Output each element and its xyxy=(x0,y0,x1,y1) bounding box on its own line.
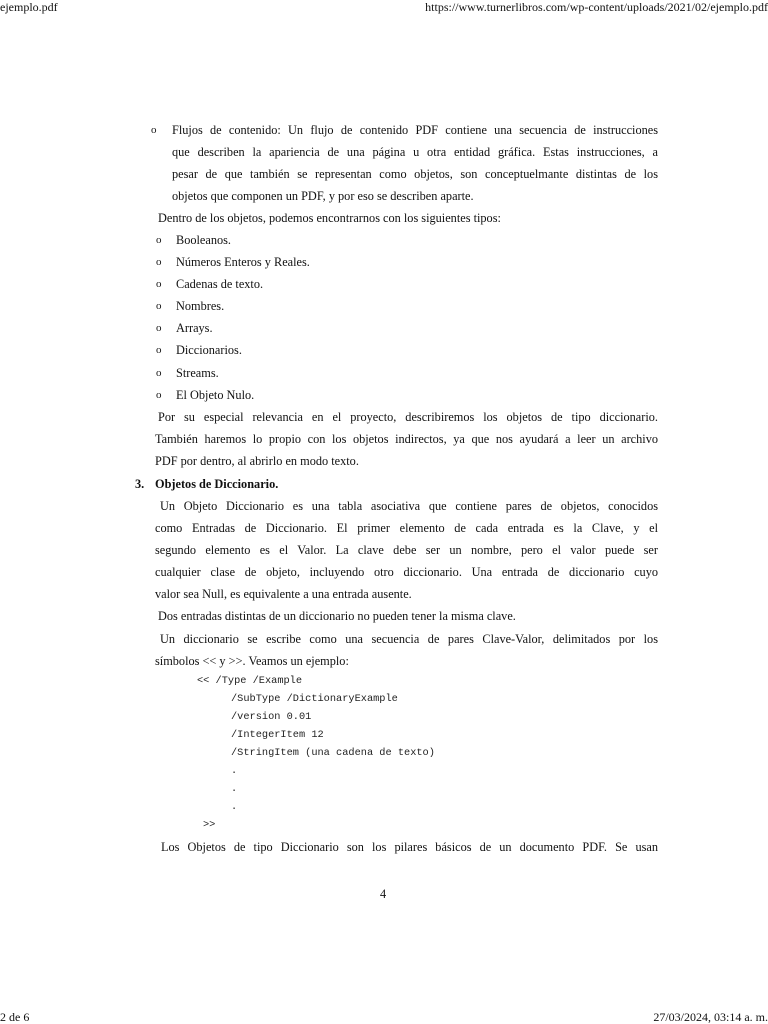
bullet-marker: o xyxy=(156,300,162,312)
page-number: 4 xyxy=(380,887,387,901)
relevance-line: Por su especial relevancia en el proyecto, describiremos los objetos de tipo diccionario. xyxy=(158,410,658,424)
type-list-item: Streams. xyxy=(176,366,219,380)
code-line: >> xyxy=(203,819,216,831)
bullet-marker: o xyxy=(151,124,157,136)
type-list-item: Diccionarios. xyxy=(176,343,242,357)
type-list-item: Nombres. xyxy=(176,299,225,313)
relevance-line: También haremos lo propio con los objetos indirectos, ya que nos ayudará a leer un archivo xyxy=(155,432,658,446)
types-intro: Dentro de los objetos, podemos encontrarnos con los siguientes tipos: xyxy=(158,211,501,225)
flujos-line: objetos que componen un PDF, y por eso se describen aparte. xyxy=(172,189,474,203)
bullet-marker: o xyxy=(156,344,162,356)
syntax-line: símbolos << y >>. Veamos un ejemplo: xyxy=(155,654,349,668)
code-line: /StringItem (una cadena de texto) xyxy=(231,747,435,759)
bullet-marker: o xyxy=(156,278,162,290)
print-datetime: 27/03/2024, 03:14 a. m. xyxy=(653,1010,768,1024)
dict-line: como Entradas de Diccionario. El primer elemento de cada entrada es la Clave, y el xyxy=(155,521,658,535)
type-list-item: Booleanos. xyxy=(176,233,231,247)
code-line: . xyxy=(231,801,238,813)
dict-line: valor sea Null, es equivalente a una entrada ausente. xyxy=(155,587,412,601)
type-list-item: Números Enteros y Reales. xyxy=(176,255,310,269)
code-line: . xyxy=(231,765,238,777)
type-list-item: Arrays. xyxy=(176,321,213,335)
keys-para: Dos entradas distintas de un diccionario no pueden tener la misma clave. xyxy=(158,609,516,623)
flujos-line: pesar de que también se representan como objetos, son conceptuelmante distintas de los xyxy=(172,167,658,181)
code-line: . xyxy=(231,783,238,795)
document-filename: ejemplo.pdf xyxy=(0,0,58,14)
code-line: /IntegerItem 12 xyxy=(231,729,324,741)
closing-line: Los Objetos de tipo Diccionario son los pilares básicos de un documento PDF. Se usan xyxy=(161,840,658,854)
bullet-marker: o xyxy=(156,256,162,268)
code-line: << /Type /Example xyxy=(197,675,303,687)
page-count: 2 de 6 xyxy=(0,1010,30,1024)
type-list-item: Cadenas de texto. xyxy=(176,277,264,291)
dict-line: segundo elemento es el Valor. La clave debe ser un nombre, pero el valor puede ser xyxy=(155,543,658,557)
dict-line: Un Objeto Diccionario es una tabla asociativa que contiene pares de objetos, conocidos xyxy=(160,499,658,513)
bullet-marker: o xyxy=(156,389,162,401)
bullet-marker: o xyxy=(156,234,162,246)
document-url[interactable]: https://www.turnerlibros.com/wp-content/uploads/2021/02/ejemplo.pdf xyxy=(425,0,768,14)
flujos-line: que describen la apariencia de una página u otra entidad gráfica. Estas instrucciones, a xyxy=(172,145,658,159)
bullet-marker: o xyxy=(156,322,162,334)
section-number: 3. xyxy=(135,477,145,491)
flujos-line: Flujos de contenido: Un flujo de contenido PDF contiene una secuencia de instrucciones xyxy=(172,123,658,137)
type-list-item: El Objeto Nulo. xyxy=(176,388,255,402)
bullet-marker: o xyxy=(156,367,162,379)
dict-line: cualquier clase de objeto, incluyendo otro diccionario. Una entrada de diccionario cuyo xyxy=(155,565,658,579)
syntax-line: Un diccionario se escribe como una secuencia de pares Clave-Valor, delimitados por los xyxy=(160,632,658,646)
section-title: Objetos de Diccionario. xyxy=(155,477,279,491)
code-line: /SubType /DictionaryExample xyxy=(231,693,398,705)
code-line: /version 0.01 xyxy=(231,711,312,723)
relevance-line: PDF por dentro, al abrirlo en modo texto. xyxy=(155,454,359,468)
